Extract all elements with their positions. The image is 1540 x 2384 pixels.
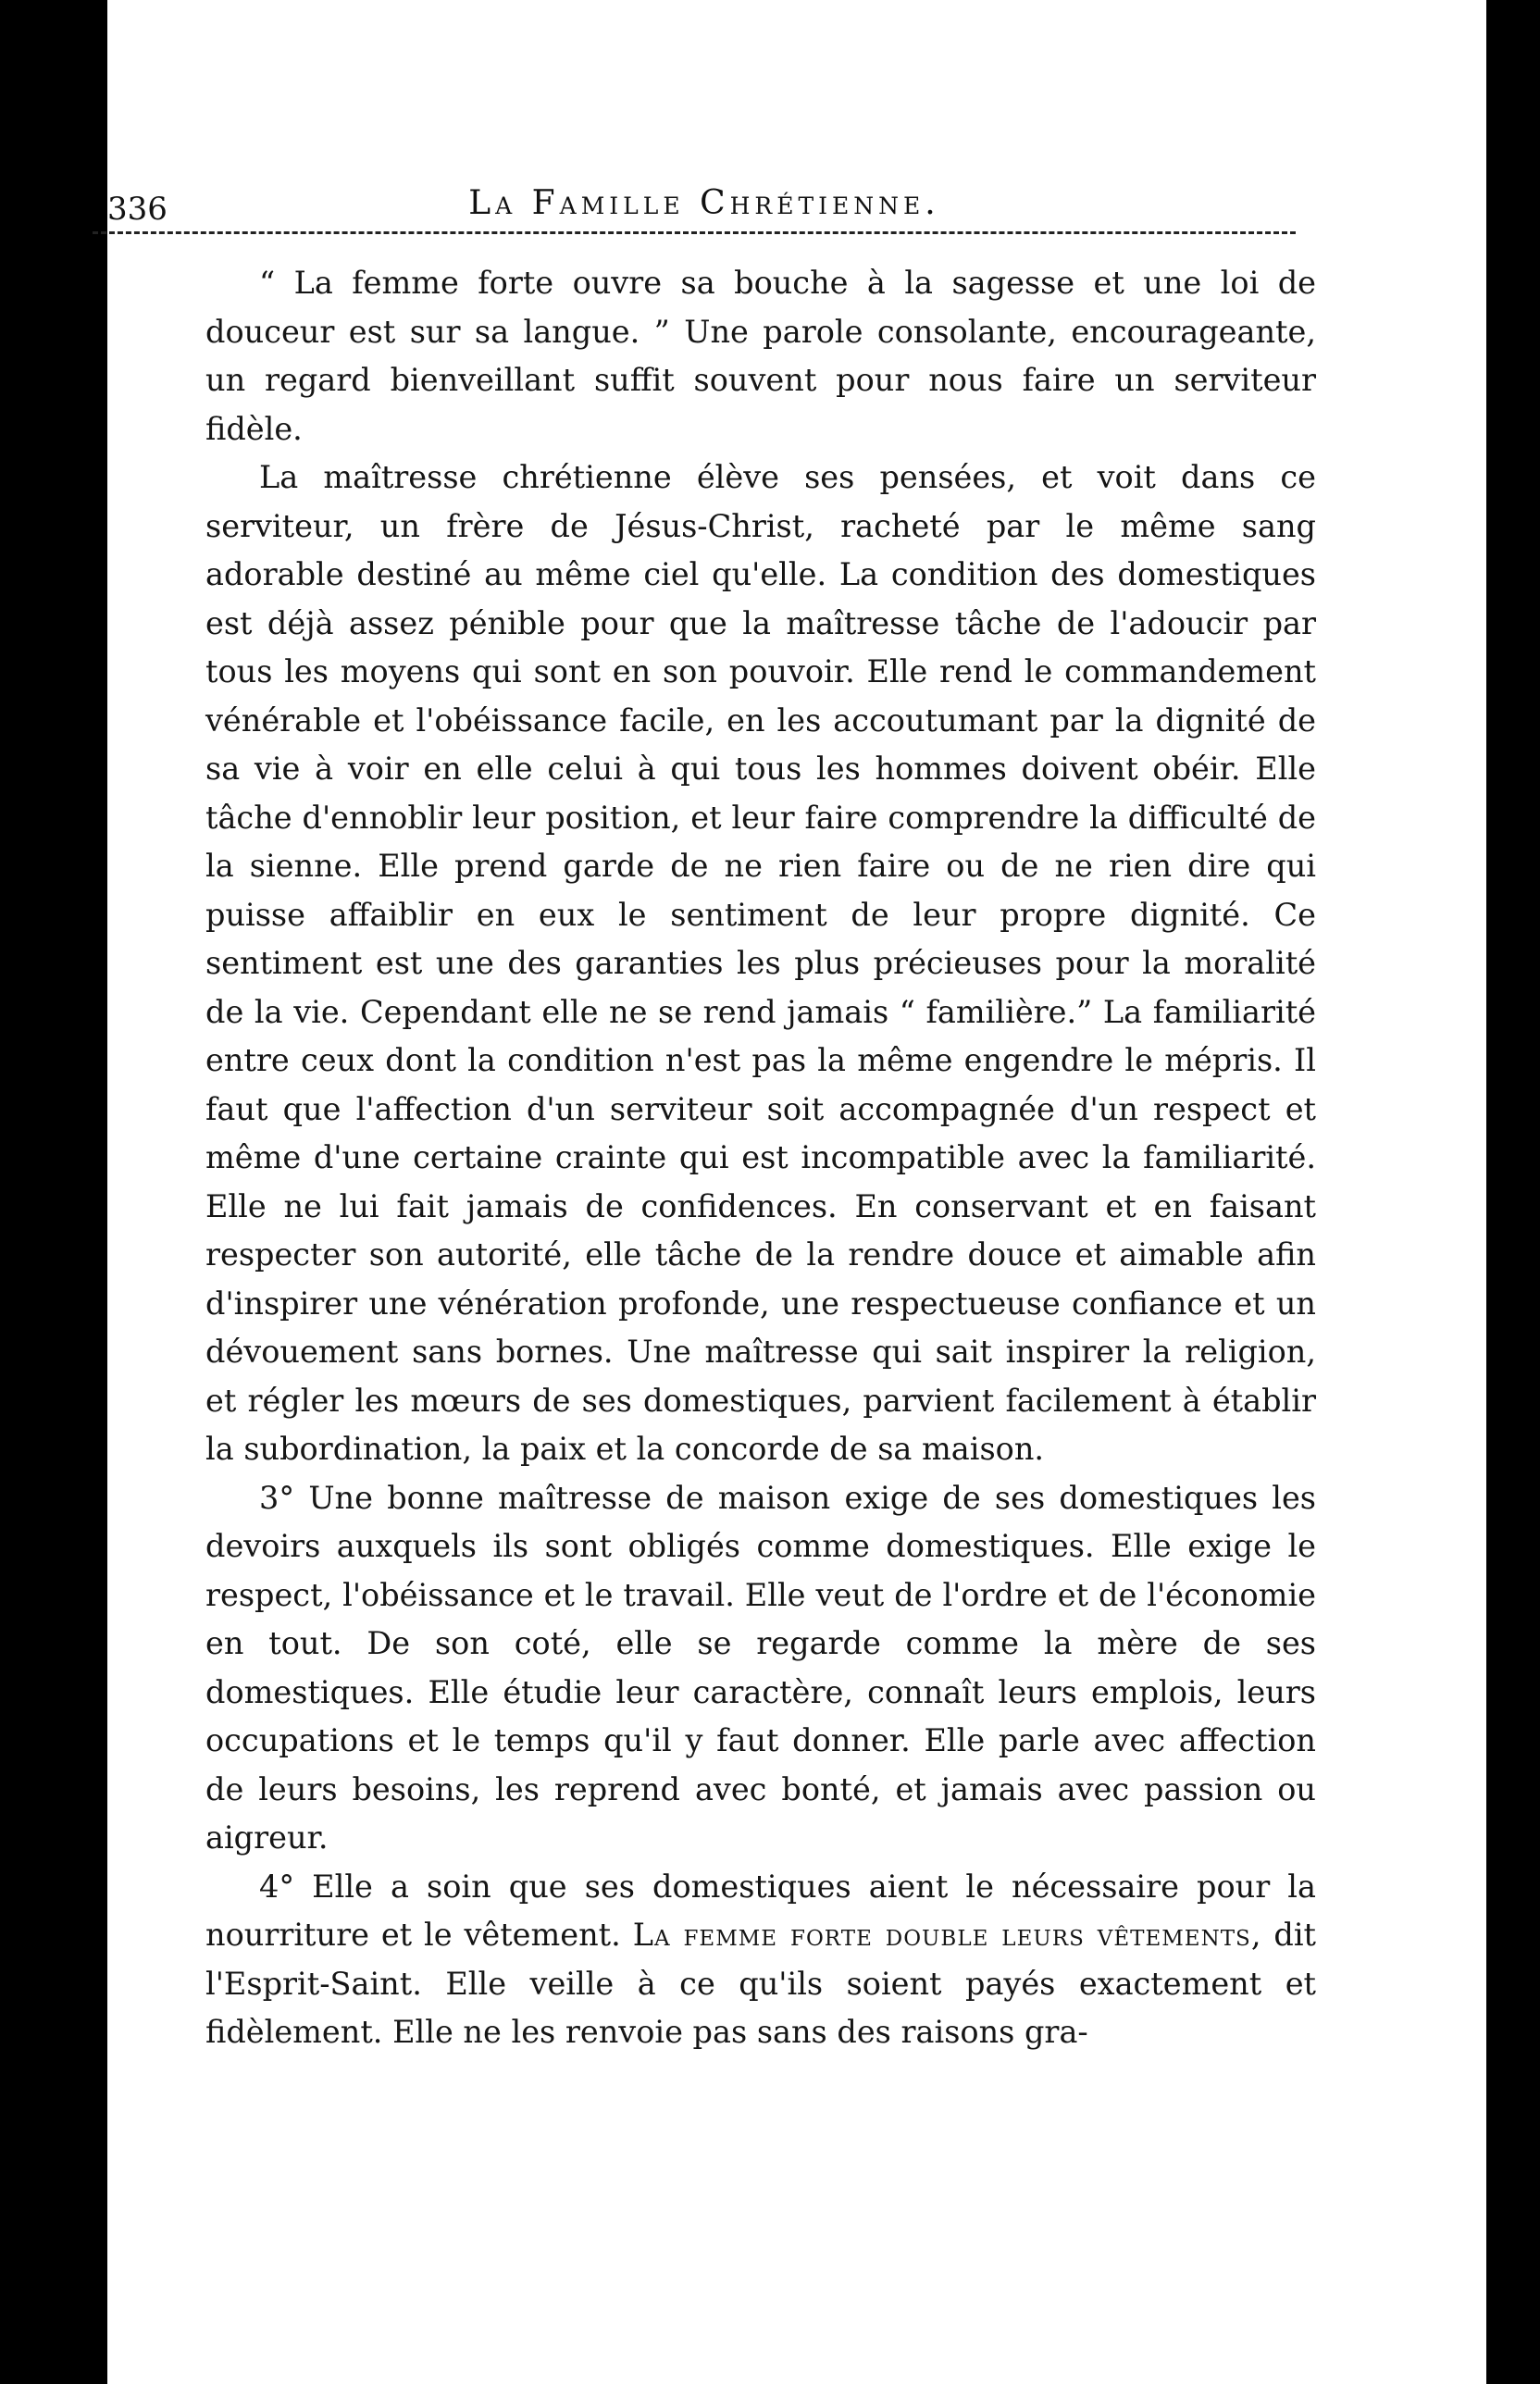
paragraph-3: 3° Une bonne maîtresse de maison exige de ses domestiques les devoirs auxquels ils sont obligés comme domestiques. Elle exige le respect, l'obéissance et le travail. Elle veut de l'ordre et de l'économie en tout. De son coté, elle se regarde comme la mère de ses domestiques. Elle étudie leur caractère, connaît leurs emplois, leurs occupations et le temps qu'il y faut donner. Elle parle avec affection de leurs besoins, les reprend avec bonté, et jamais avec passion ou aigreur. [205,1479,1316,1856]
header-rule [93,231,1296,234]
body-text [205,259,1316,2057]
paragraph-1: “ La femme forte ouvre sa bouche à la sagesse et une loi de douceur est sur sa langue. ” Une parole consolante, encourageante, un regard bienveillant suffit souvent pour nous faire un serviteur fidèle. [205,265,1316,447]
page-number: 336 [107,191,168,228]
paragraph-4 [205,1863,1316,2057]
scripture-quote: La femme forte double leurs vêtements, [632,1917,1262,1953]
running-title: La Famille Chrétienne. [468,184,940,222]
running-head [107,176,1301,231]
paragraph-4-end: dit l'Esprit-Saint. Elle veille à ce qu'ils soient payés exactement et fidèlement. Elle ne les renvoie pas sans des raisons gra- [205,1917,1316,2050]
paragraph-4-start: 4° Elle a soin que ses domestiques aient le nécessaire pour la nourriture et le vêtement. [205,1868,1316,1953]
paragraph-2: La maîtresse chrétienne élève ses pensées, et voit dans ce serviteur, un frère de Jésus-Christ, racheté par le même sang adorable destiné au même ciel qu'elle. La condition des domestiques est déjà assez pénible pour que la maîtresse tâche de l'adoucir par tous les moyens qui sont en son pouvoir. Elle rend le commandement vénérable et l'obéissance facile, en les accoutumant par la dignité de sa vie à voir en elle celui à qui tous les hommes doivent obéir. Elle tâche d'ennoblir leur position, et leur faire comprendre la difficulté de la sienne. Elle prend garde de ne rien faire ou de ne rien dire qui puisse affaiblir en eux le sentiment de leur propre dignité. Ce sentiment est une des garanties les plus précieuses pour la moralité de la vie. Cependant elle ne se rend jamais “ familière.” La familiarité entre ceux dont la condition n'est pas la même engendre le mépris. Il faut que l'affection d'un serviteur soit accompagnée d'un respect et même d'une certaine crainte qui est incompatible avec la familiarité. Elle ne lui fait jamais de confidences. En conservant et en faisant respecter son autorité, elle tâche de la rendre douce et aimable afin d'inspirer une vénération profonde, une respectueuse confiance et un dévouement sans bornes. Une maîtresse qui sait inspirer la religion, et régler les mœurs de ses domestiques, parvient facilement à établir la subordination, la paix et la concorde de sa maison. [205,459,1316,1467]
